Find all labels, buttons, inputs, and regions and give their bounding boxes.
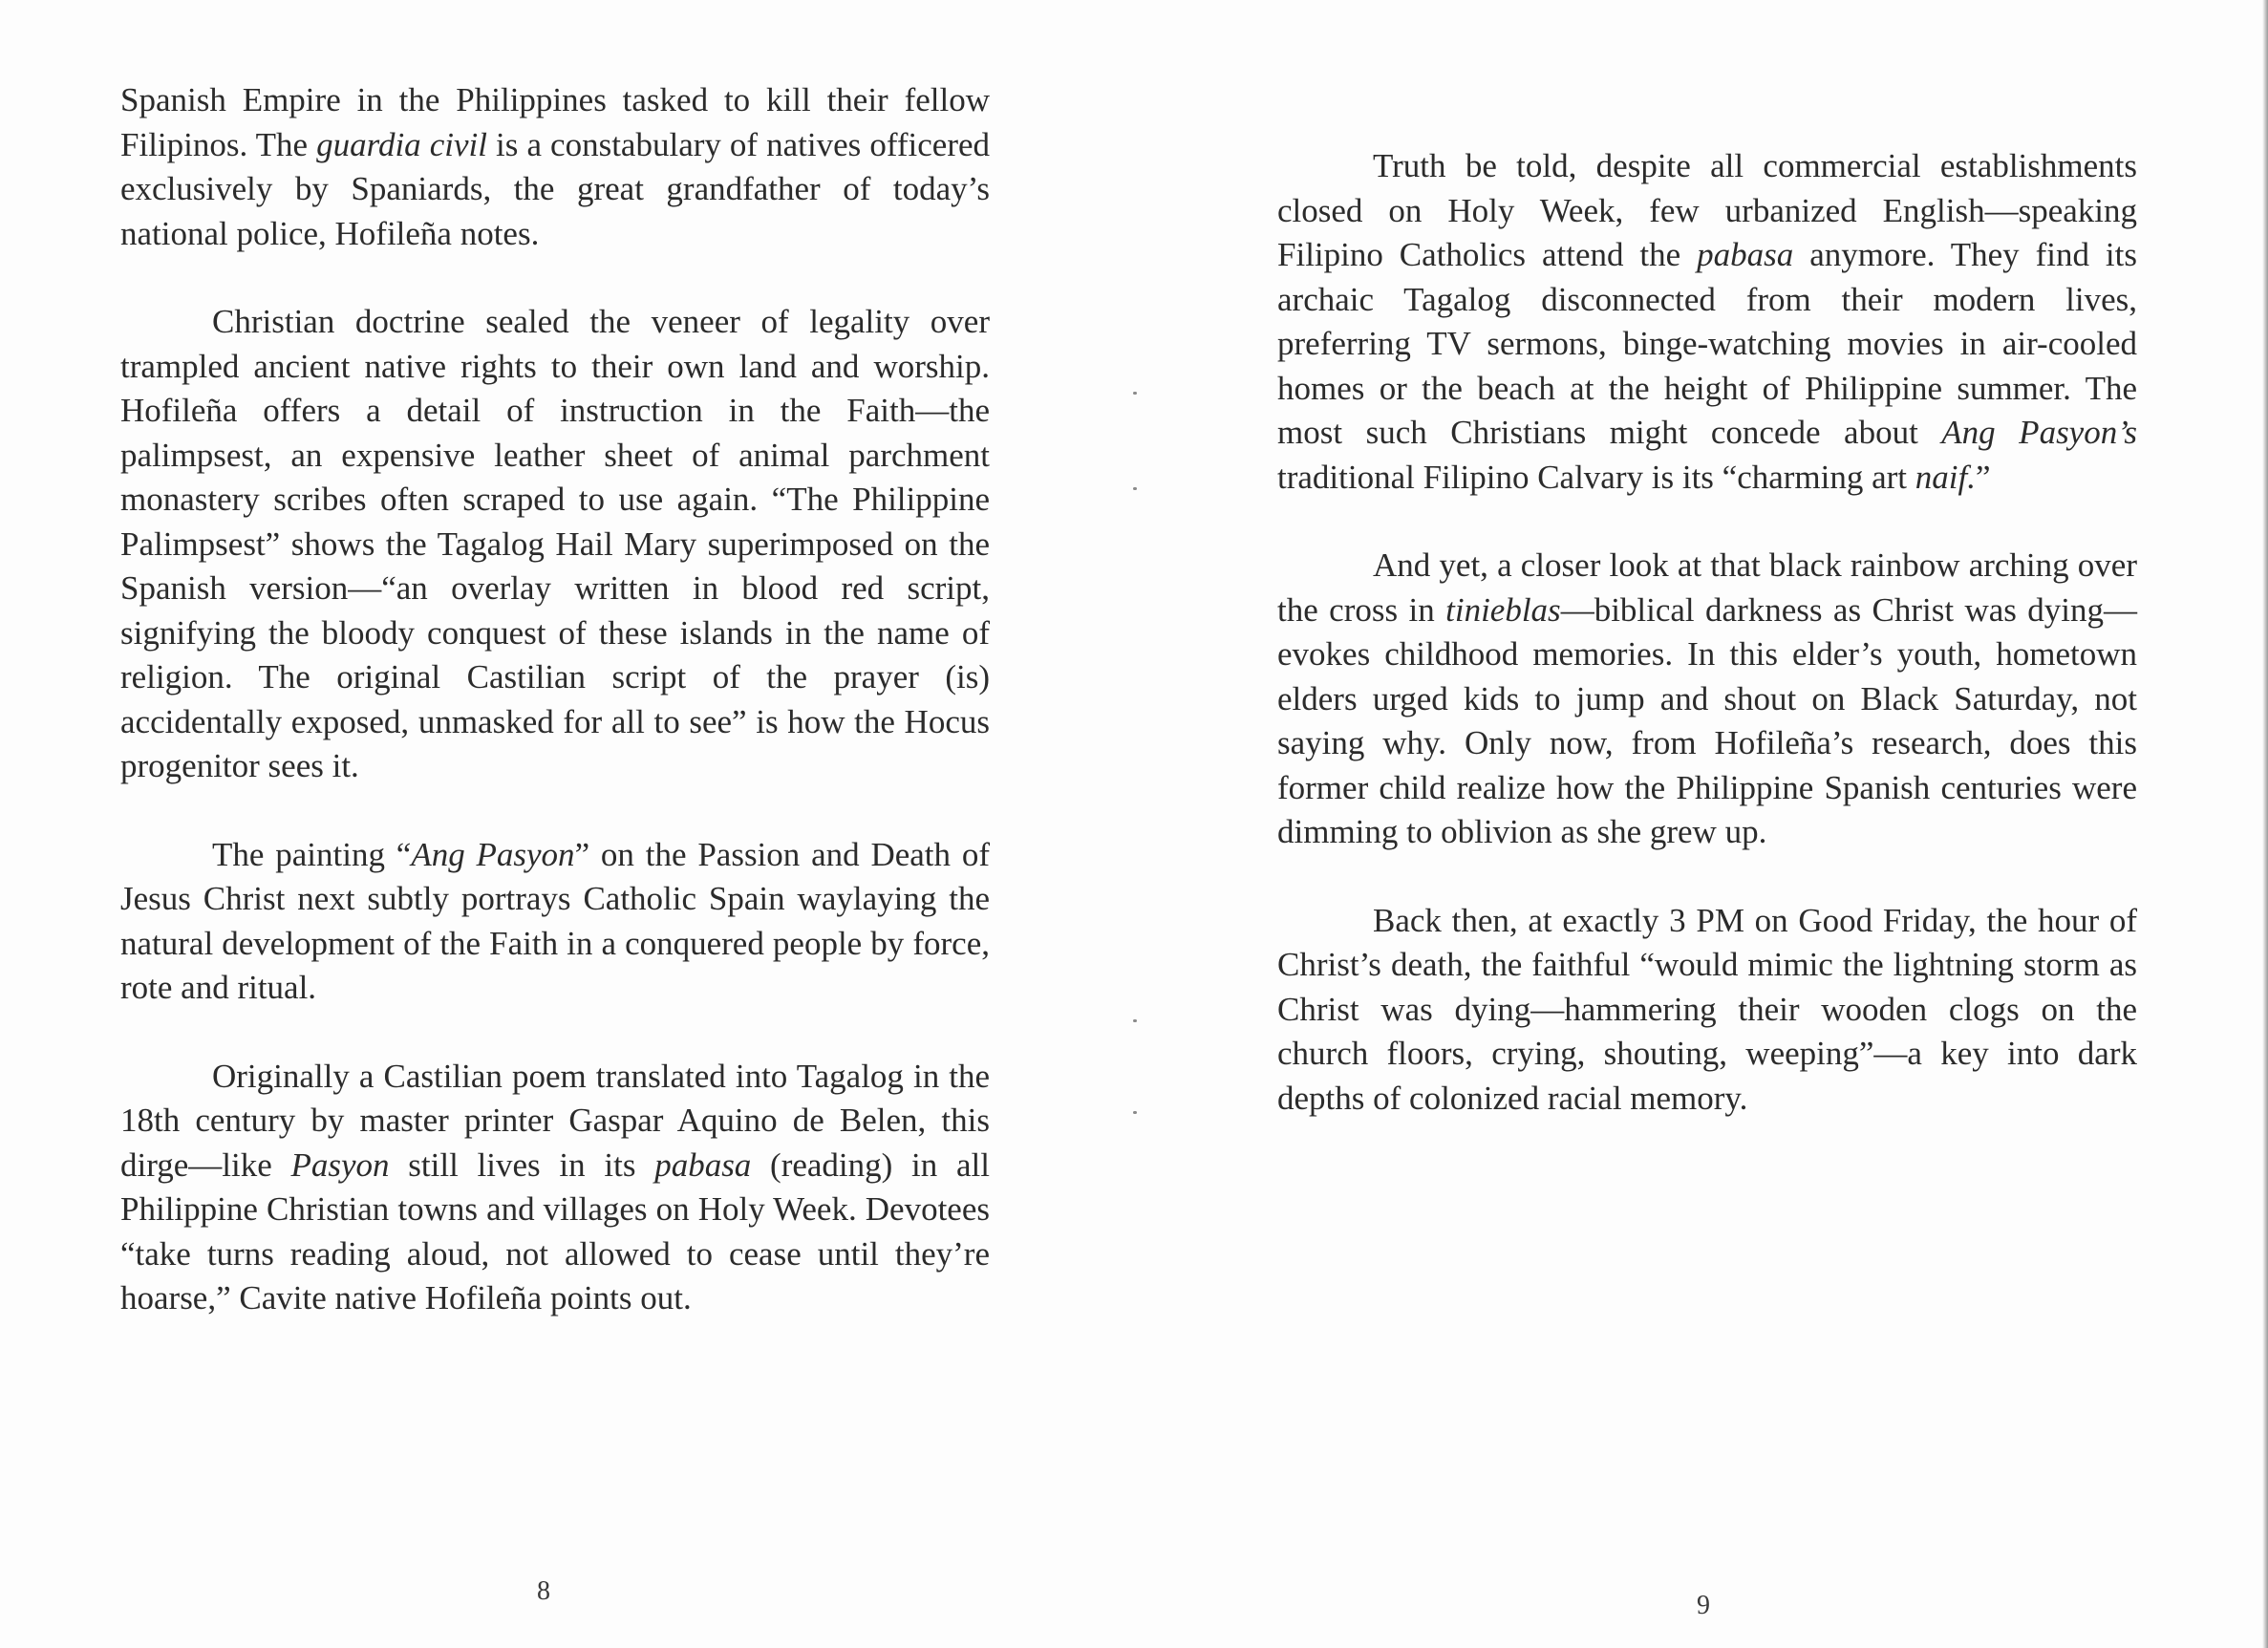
- text-run: ”: [1976, 458, 1991, 496]
- text-run: —biblical darkness as Christ was dying—evokes childhood memories. In this elder’s youth, hometown elders urged kids to jump and shout on Black Saturday, not saying why. Only now, from Hofileña’s research, does this former child realize how the Philippine Spanish centuries were dimming to oblivion as she grew up.: [1277, 590, 2138, 850]
- text-run: is a constabulary of natives officered exclusively by Spaniards, the great grandfather of today’s national police, Hofileña notes.: [120, 125, 991, 252]
- text-run: traditional Filipino Calvary is its “charming art: [1277, 458, 1915, 496]
- italic-text-run: Ang Pasyon’s: [1941, 414, 2137, 451]
- italic-text-run: pabasa: [1697, 236, 1794, 273]
- italic-text-run: tinieblas: [1445, 590, 1561, 629]
- paragraph: [1277, 899, 2137, 1122]
- left-text-column: [120, 78, 990, 1321]
- text-run: anymore. They find its archaic Tagalog disconnected from their modern lives, preferring TV sermons, binge-watching movies in air-cooled homes or the beach at the height of Philippine summer. The most such Christians might concede about: [1277, 236, 2137, 451]
- paragraph: [120, 300, 990, 789]
- page-number: 9: [1697, 1591, 1710, 1620]
- text-run: Originally a Castilian poem translated into Tagalog in the 18th century by master printer Gaspar Aquino de Belen, this dirge—like: [120, 1057, 990, 1184]
- text-run: (reading) in all Philippine Christian towns and villages on Holy Week. Devotees “take turns reading aloud, not allowed to cease until they’re hoarse,” Cavite native Hofileña points out.: [120, 1145, 991, 1316]
- text-run: The painting “: [212, 835, 412, 873]
- gutter-speck: [1133, 1111, 1137, 1114]
- text-run: Back then, at exactly 3 PM on Good Friday, the hour of Christ’s death, the faithful “would mimic the lightning storm as Christ was dying—hammering their wooden clogs on the church floors, crying, shouting, weeping”—a key into dark depths of colonized racial memory.: [1277, 901, 2137, 1117]
- italic-text-run: naif.: [1915, 458, 1976, 496]
- text-run: Spanish Empire in the Philippines tasked to kill their fellow Filipinos. The: [120, 81, 990, 163]
- page-edge-shadow: [2262, 0, 2268, 1648]
- gutter-speck: [1133, 487, 1137, 490]
- right-page: [1134, 0, 2268, 1648]
- text-run: Christian doctrine sealed the veneer of legality over trampled ancient native rights to their own land and worship. Hofileña offers a detail of instruction in the Faith—the palimpsest, an expensive leather sheet of animal parchment monastery scribes often scraped to use again. “The Philippine Palimpsest” shows the Tagalog Hail Mary superimposed on the Spanish version—“an overlay written in blood red script, signifying the bloody conquest of these islands in the name of religion. The original Castilian script of the prayer (is) accidentally exposed, unmasked for all to see” is how the Hocus progenitor sees it.: [120, 303, 990, 784]
- paragraph: [120, 1055, 990, 1321]
- paragraph: [120, 78, 990, 256]
- italic-text-run: Ang Pasyon: [411, 835, 575, 873]
- text-run: still lives in its: [389, 1145, 655, 1184]
- text-run: And yet, a closer look at that black rainbow arching over the cross in: [1277, 546, 2137, 629]
- italic-text-run: guardia civil: [316, 125, 487, 163]
- gutter-speck: [1133, 392, 1137, 395]
- gutter-speck: [1133, 1019, 1137, 1022]
- page-number: 8: [537, 1576, 550, 1606]
- paragraph: [1277, 544, 2137, 855]
- right-text-column: [1277, 144, 2137, 1121]
- paragraph: [120, 833, 990, 1011]
- italic-text-run: Pasyon: [290, 1145, 390, 1184]
- paragraph: [1277, 144, 2137, 500]
- text-run: Truth be told, despite all commercial establishments closed on Holy Week, few urbanized English—speaking Filipino Catholics attend the: [1277, 147, 2137, 273]
- italic-text-run: pabasa: [654, 1145, 752, 1184]
- text-run: ” on the Passion and Death of Jesus Christ next subtly portrays Catholic Spain waylaying the natural development of the Faith in a conquered people by force, rote and ritual.: [120, 835, 991, 1006]
